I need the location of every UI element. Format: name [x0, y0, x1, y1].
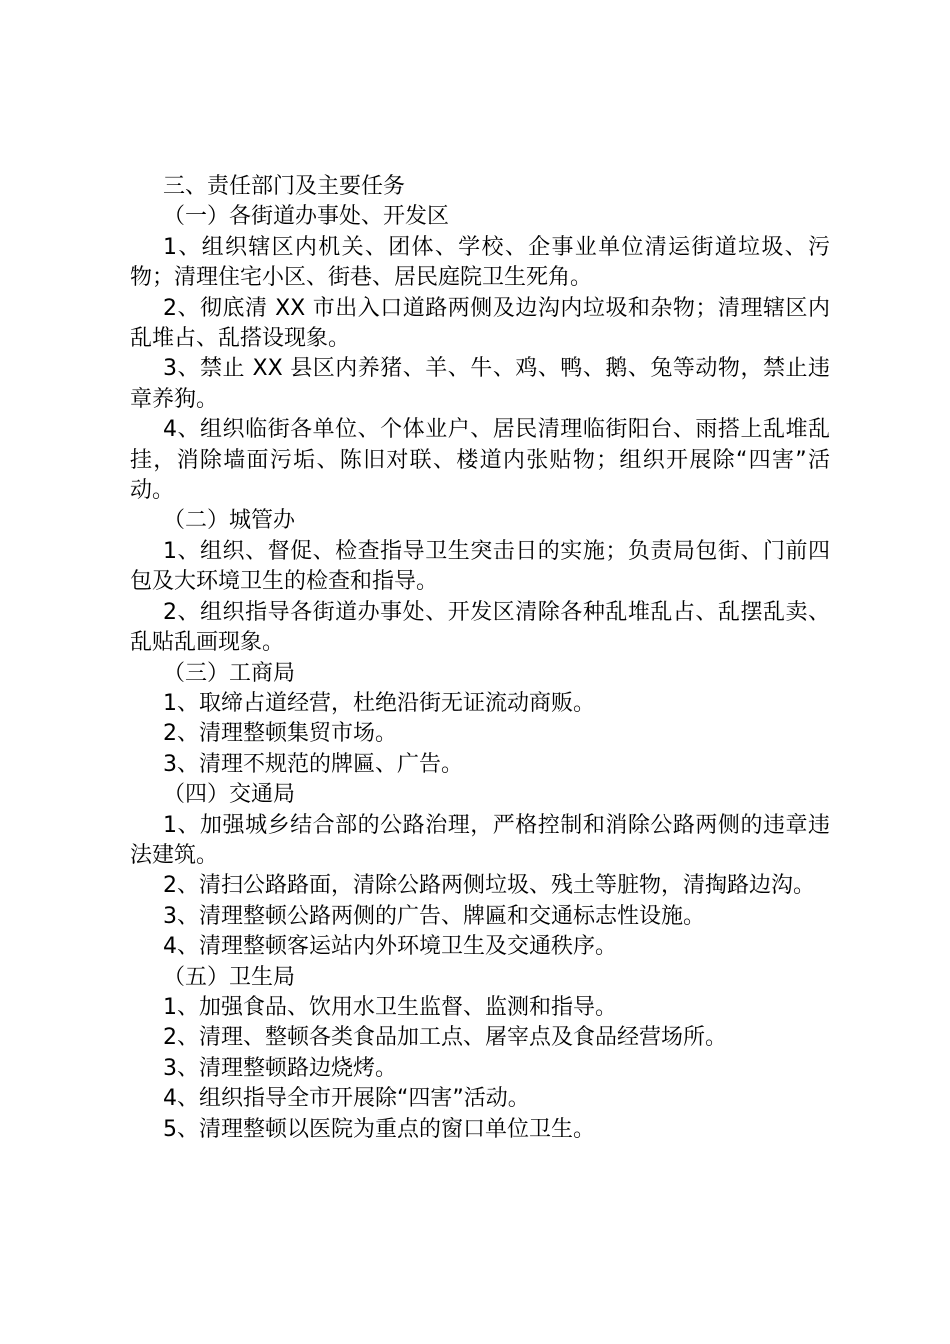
list-item: 1、组织、督促、检查指导卫生突击日的实施；负责局包街、门前四包及大环境卫生的检查和指导。 — [130, 538, 830, 595]
list-item: 1、加强城乡结合部的公路治理，严格控制和消除公路两侧的违章违法建筑。 — [130, 812, 830, 868]
list-item: 3、清理整顿路边烧烤。 — [163, 1055, 397, 1081]
list-item: 1、取缔占道经营，杜绝沿街无证流动商贩。 — [163, 690, 595, 716]
subsection-heading: （一）各街道办事处、开发区 — [163, 204, 450, 230]
list-item: 2、清理、整顿各类食品加工点、屠宰点及食品经营场所。 — [163, 1025, 727, 1051]
list-item: 5、清理整顿以医院为重点的窗口单位卫生。 — [163, 1116, 595, 1142]
document-body — [130, 172, 830, 1145]
list-item: 2、组织指导各街道办事处、开发区清除各种乱堆乱占、乱摆乱卖、乱贴乱画现象。 — [130, 599, 830, 656]
list-item: 1、组织辖区内机关、团体、学校、企事业单位清运街道垃圾、污物；清理住宅小区、街巷、居民庭院卫生死角。 — [130, 234, 830, 291]
list-item: 2、清理整顿集贸市场。 — [163, 721, 397, 747]
list-item: 2、彻底清 XX 市出入口道路两侧及边沟内垃圾和杂物；清理辖区内乱堆占、乱搭设现象。 — [130, 295, 830, 352]
list-item: 2、清扫公路路面，清除公路两侧垃圾、残土等脏物，清掏路边沟。 — [163, 873, 815, 899]
list-item: 3、清理整顿公路两侧的广告、牌匾和交通标志性设施。 — [163, 903, 705, 929]
section-heading: 三、责任部门及主要任务 — [163, 174, 406, 199]
list-item: 4、清理整顿客运站内外环境卫生及交通秩序。 — [163, 934, 617, 960]
list-item: 4、组织临街各单位、个体业户、居民清理临街阳台、雨搭上乱堆乱挂，消除墙面污垢、陈旧对联、楼道内张贴物；组织开展除“四害”活动。 — [130, 417, 830, 504]
subsection-heading: （三）工商局 — [163, 660, 296, 686]
list-item: 4、组织指导全市开展除“四害”活动。 — [163, 1086, 530, 1112]
subsection-heading: （五）卫生局 — [163, 964, 296, 990]
list-item: 3、禁止 XX 县区内养猪、羊、牛、鸡、鸭、鹅、兔等动物，禁止违章养狗。 — [130, 356, 830, 412]
list-item: 3、清理不规范的牌匾、广告。 — [163, 751, 463, 777]
subsection-heading: （四）交通局 — [163, 782, 296, 808]
list-item: 1、加强食品、饮用水卫生监督、监测和指导。 — [163, 994, 617, 1020]
subsection-heading: （二）城管办 — [163, 508, 296, 534]
